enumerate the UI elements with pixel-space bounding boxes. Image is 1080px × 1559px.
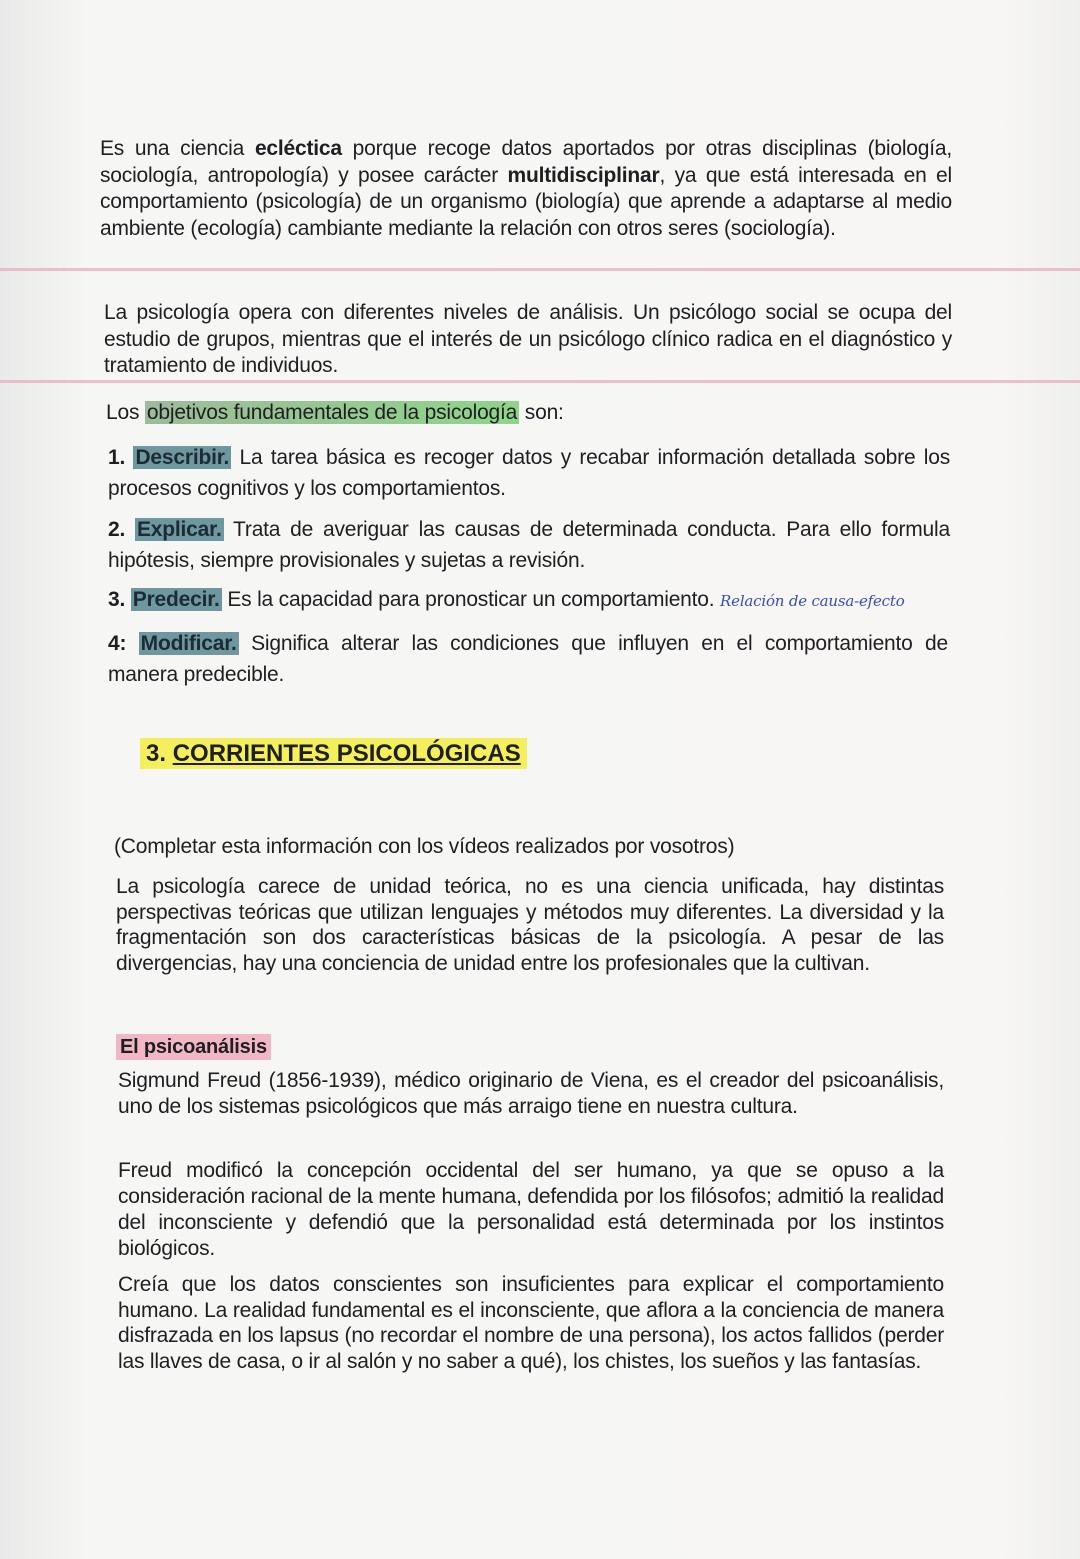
item-number: 3. [108,588,126,611]
levels-paragraph: La psicología opera con diferentes niveles de análisis. Un psicólogo social se ocupa del estudio de grupos, mientras que el interés de un psicólogo clínico radica en el diagnóstico y tratamiento de individuos. [104,301,952,377]
item-number: 4: [108,632,127,655]
text: porque recoge datos aportados por otras disciplinas (biología, sociología, antropología) y posee carácter [100,137,952,187]
body-paragraph: Creía que los datos conscientes son insuficientes para explicar el comportamiento humano. La realidad fundamental es el inconsciente, que aflora a la conciencia de manera disfrazada en los lapsus (no recordar el nombre de una persona), los actos fallidos (perder las llaves de casa, o ir al salón y no saber a qué), los chistes, los sueños y las fantasías. [118,1273,944,1373]
item-number: 2. [108,518,126,541]
text: Los [106,401,145,424]
text: Es una ciencia [100,137,255,160]
objective-term: Explicar. [136,518,222,541]
highlighter-stroke [0,380,1080,383]
highlighted-text: objetivos fundamentales de la psicología [146,401,518,424]
objective-text: Trata de averiguar las causas de determinada conducta. Para ello formula hipótesis, siempre provisionales y sujetas a revisión. [108,518,950,572]
section-title: CORRIENTES PSICOLÓGICAS [172,740,521,767]
body-paragraph: Freud modificó la concepción occidental del ser humano, ya que se opuso a la consideración racional de la mente humana, defendida por los filósofos; admitió la realidad del inconsciente y defendió que la personalidad está determinada por los instintos biológicos. [118,1159,944,1260]
objective-item [108,514,950,576]
note-paragraph: (Completar esta información con los vídeos realizados por vosotros) [114,835,735,858]
subheading [116,1034,271,1061]
section-heading [140,740,527,768]
objective-text: Es la capacidad para pronosticar un comportamiento. [221,588,721,611]
bold-term: ecléctica [254,137,342,160]
text: , ya que está interesada en el comportamiento (psicología) de un organismo (biología) que aprende a adaptarse al medio ambiente (ecología) cambiante mediante la relación con otros seres (sociología). [100,163,952,240]
section-number: 3. [146,740,167,767]
objectives-intro [106,400,954,427]
objective-item [108,587,1008,615]
objective-item [108,442,950,504]
body-paragraph: La psicología carece de unidad teórica, no es una ciencia unificada, hay distintas perspectivas teóricas que utilizan lenguajes y métodos muy diferentes. La diversidad y la fragmentación son dos características básicas de la psicología. A pesar de las divergencias, hay una conciencia de unidad entre los profesionales que la cultivan. [116,875,944,975]
objective-term: Predecir. [132,588,220,611]
text: son: [519,401,564,424]
item-number: 1. [108,446,126,469]
objective-term: Modificar. [140,632,237,655]
handwritten-note: Relación de causa-efecto [720,592,905,610]
body-paragraph: Sigmund Freud (1856-1939), médico originario de Viena, es el creador del psicoanálisis, uno de los sistemas psicológicos que más arraigo tiene en nuestra cultura. [118,1069,944,1118]
bold-term: multidisciplinar [507,163,660,187]
objective-term: Describir. [135,446,230,469]
subheading-text: El psicoanálisis [116,1034,271,1060]
objective-text: La tarea básica es recoger datos y recabar información detallada sobre los procesos cognitivos y los comportamientos. [108,446,950,500]
highlighter-stroke [0,268,1080,271]
intro-paragraph [100,136,952,242]
objective-item [108,628,948,690]
objective-text: Significa alterar las condiciones que influyen en el comportamiento de manera predecible. [108,632,948,686]
